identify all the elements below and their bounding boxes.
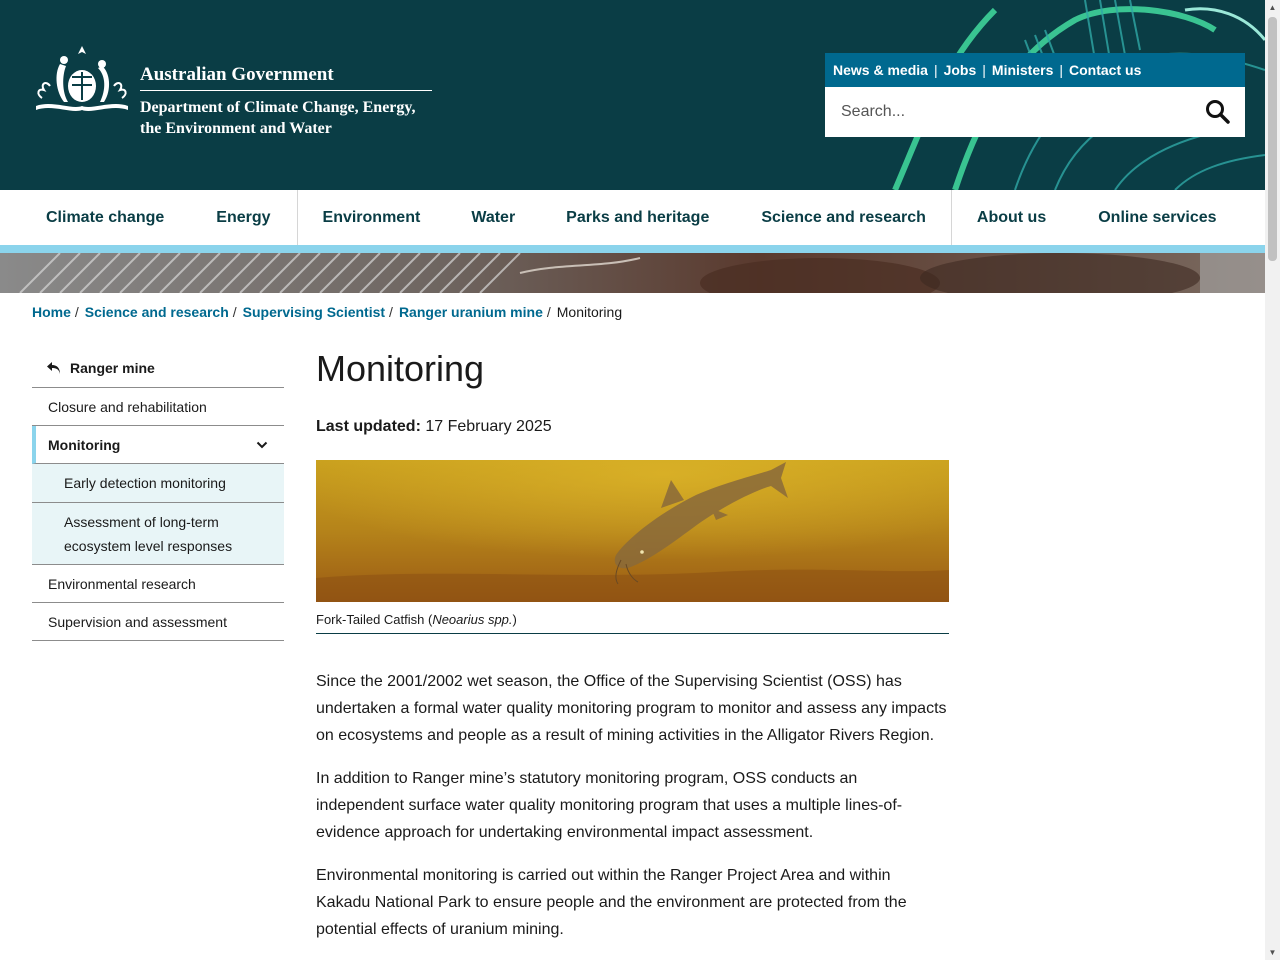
nav-online-services[interactable]: Online services [1098,208,1217,226]
sidebar-item-label: Environmental research [48,575,196,592]
back-arrow-icon [46,361,62,375]
separator: | [982,62,986,78]
nav-accent-bar [0,245,1265,253]
search-form [825,87,1245,137]
breadcrumb-separator: / [74,304,79,320]
nav-divider [297,190,298,245]
body-paragraph: Since the 2001/2002 wet season, the Office of the Supervising Scientist (OSS) has undertaken a formal water quality monitoring program to monitor and assess any impacts on ecosystems and people as a result of mining activities in the Alligator Rivers Region. [316,673,947,744]
jobs-link[interactable]: Jobs [943,62,977,78]
body-paragraph: Environmental monitoring is carried out within the Ranger Project Area and within Kakadu National Park to ensure people and the environment are protected from the potential effects of uranium mining. [316,867,907,938]
ministers-link[interactable]: Ministers [991,62,1054,78]
nav-about-us[interactable]: About us [976,208,1047,226]
breadcrumb-current: Monitoring [556,304,623,320]
search-icon[interactable] [1205,99,1231,125]
nav-divider [951,190,952,245]
scrollbar-thumb[interactable] [1268,17,1277,261]
breadcrumb-separator: / [389,304,393,320]
government-logo[interactable] [32,44,432,139]
sidebar-item-monitoring[interactable] [32,426,284,464]
sidebar-item-environmental-research[interactable] [32,565,284,603]
page-title: Monitoring [316,348,485,389]
breadcrumb-science-research[interactable]: Science and research [84,304,229,320]
breadcrumb [32,304,622,320]
breadcrumb-supervising-scientist[interactable]: Supervising Scientist [242,304,386,320]
sidebar-item-label: Assessment of long-term ecosystem level responses [64,513,233,554]
sidebar-item-supervision[interactable] [32,603,284,641]
nav-science-research[interactable]: Science and research [761,208,926,226]
section-sidebar [32,348,284,641]
sidebar-item-label: Supervision and assessment [48,613,227,630]
separator: | [1059,62,1064,78]
sidebar-back-label: Ranger mine [70,359,155,376]
separator: | [933,62,938,78]
caption-text: Fork-Tailed Catfish ( [316,612,433,627]
sidebar-item-closure[interactable] [32,388,284,426]
sidebar-item-label: Closure and rehabilitation [48,398,207,415]
nav-climate-change[interactable]: Climate change [46,208,165,226]
body-paragraph: In addition to Ranger mine’s statutory monitoring program, OSS conducts an independent surface water quality monitoring program that uses a multiple lines-of-evidence approach for undertaking environmental impact assessment. [316,770,903,841]
page-banner [0,253,1265,293]
search-input[interactable] [825,88,1185,136]
last-updated-date: 17 February 2025 [425,418,552,435]
sidebar-back-link[interactable] [32,348,284,388]
last-updated [316,418,949,436]
sidebar-item-label: Early detection monitoring [64,475,226,491]
caption-species: Neoarius spp. [432,612,513,627]
nav-environment[interactable]: Environment [322,208,421,226]
last-updated-label: Last updated: [316,418,421,435]
chevron-down-icon[interactable] [256,441,268,449]
breadcrumb-separator: / [232,304,237,320]
main-content [316,348,949,943]
figure-caption [316,602,949,634]
vertical-scrollbar[interactable] [1265,0,1280,960]
nav-water[interactable]: Water [471,208,516,226]
sidebar-subitem-early-detection[interactable] [32,464,284,503]
breadcrumb-ranger-uranium-mine[interactable]: Ranger uranium mine [398,304,543,320]
scroll-down-icon[interactable]: ▼ [1268,948,1277,957]
news-media-link[interactable]: News & media [833,62,928,78]
caption-close: ) [512,612,517,627]
contact-us-link[interactable]: Contact us [1069,62,1142,78]
department-name-line1: Department of Climate Change, Energy, [140,99,416,116]
sidebar-subitem-assessment[interactable] [32,503,284,565]
coat-of-arms-icon [32,44,132,124]
main-navigation [0,190,1265,245]
nav-parks-heritage[interactable]: Parks and heritage [566,208,710,226]
breadcrumb-home[interactable]: Home [32,304,71,320]
breadcrumb-separator: / [546,304,551,320]
catfish-figure [316,460,949,634]
department-name [140,97,432,139]
sidebar-item-label: Monitoring [48,436,121,453]
government-name: Australian Government [140,44,432,91]
utility-links [825,53,1245,87]
department-name-line2: the Environment and Water [140,120,332,137]
scroll-up-icon[interactable]: ▲ [1268,3,1277,12]
nav-energy[interactable]: Energy [216,208,271,226]
catfish-photo [316,460,949,602]
